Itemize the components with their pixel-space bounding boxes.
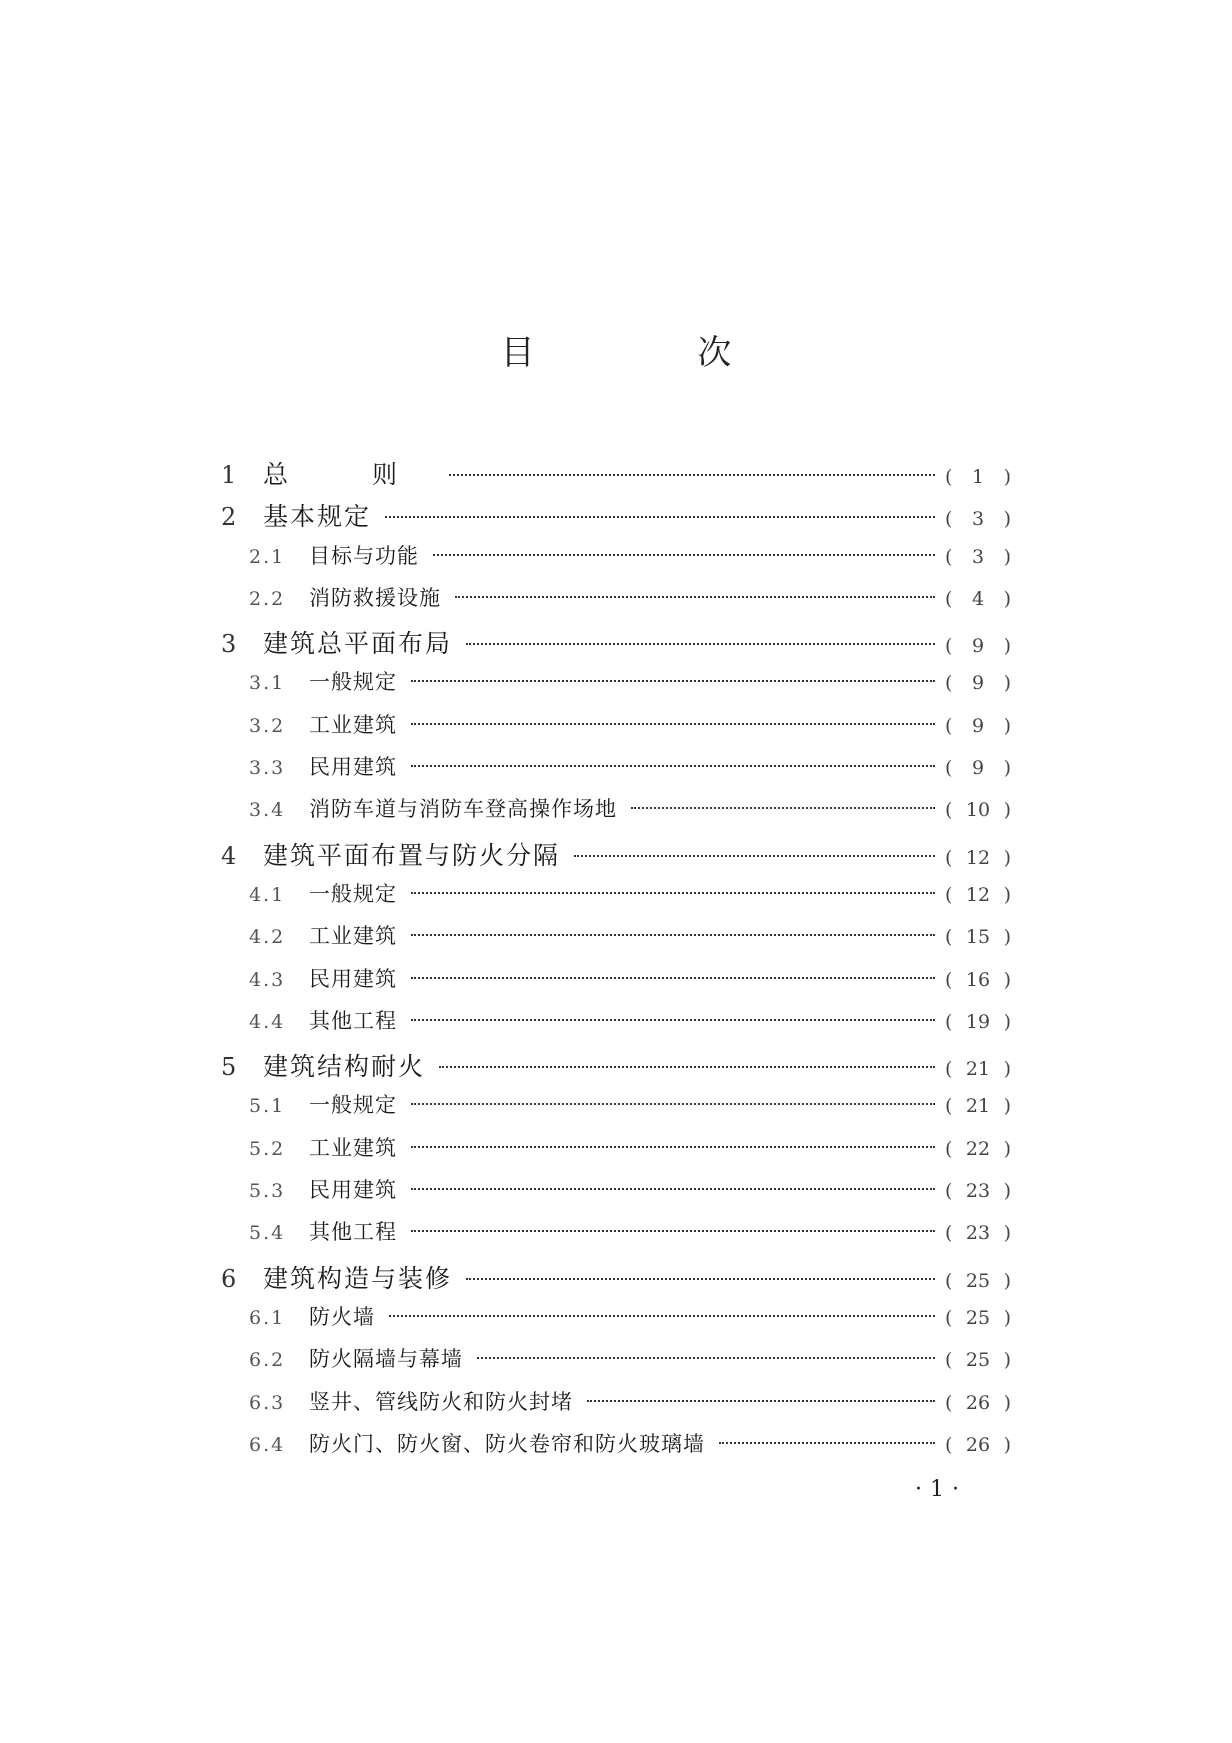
toc-list xyxy=(221,455,1011,1470)
paren-open: ( xyxy=(945,926,953,949)
toc-section-entry xyxy=(221,666,1011,708)
entry-number: 2.1 xyxy=(249,545,286,568)
entry-page-number: 19 xyxy=(965,1010,991,1033)
entry-title: 民用建筑 xyxy=(309,755,397,780)
paren-close: ) xyxy=(1003,799,1011,822)
dot-leader xyxy=(411,765,935,767)
entry-title: 基本规定 xyxy=(263,502,372,532)
paren-open: ( xyxy=(945,1222,953,1245)
paren-open: ( xyxy=(945,799,953,822)
dot-leader xyxy=(411,1146,935,1148)
entry-page-ref xyxy=(945,1058,1011,1080)
dot-leader xyxy=(719,1442,935,1444)
paren-close: ) xyxy=(1003,508,1011,531)
dot-leader xyxy=(389,1315,935,1317)
entry-title: 其他工程 xyxy=(309,1220,397,1245)
paren-close: ) xyxy=(1003,672,1011,695)
entry-page-number: 26 xyxy=(965,1391,991,1414)
paren-close: ) xyxy=(1003,846,1011,869)
paren-open: ( xyxy=(945,1306,953,1329)
dot-leader xyxy=(385,516,935,518)
toc-chapter-entry xyxy=(221,836,1011,878)
entry-page-number: 12 xyxy=(965,883,991,906)
entry-title: 建筑平面布置与防火分隔 xyxy=(263,840,561,870)
entry-page-ref xyxy=(945,1434,1011,1456)
entry-page-ref xyxy=(945,546,1011,568)
paren-close: ) xyxy=(1003,1058,1011,1081)
entry-page-ref xyxy=(945,1138,1011,1160)
dot-leader xyxy=(477,1357,935,1359)
toc-chapter-entry xyxy=(221,1259,1011,1301)
paren-open: ( xyxy=(945,545,953,568)
paren-open: ( xyxy=(945,1269,953,1292)
entry-title: 消防车道与消防车登高操作场地 xyxy=(309,797,617,822)
entry-page-ref xyxy=(945,588,1011,610)
paren-open: ( xyxy=(945,1095,953,1118)
dot-leader xyxy=(411,680,935,682)
toc-section-entry xyxy=(221,1089,1011,1131)
entry-page-number: 9 xyxy=(971,672,985,695)
dot-leader xyxy=(574,855,935,857)
entry-number: 6.4 xyxy=(249,1433,286,1456)
entry-number: 1 xyxy=(221,461,237,489)
toc-section-entry xyxy=(221,1174,1011,1216)
paren-close: ) xyxy=(1003,926,1011,949)
entry-title: 一般规定 xyxy=(309,670,397,695)
entry-number: 5 xyxy=(221,1053,237,1082)
entry-page-number: 22 xyxy=(965,1137,991,1160)
paren-open: ( xyxy=(945,672,953,695)
entry-number: 2.2 xyxy=(249,587,286,610)
entry-title: 建筑总平面布局 xyxy=(263,629,453,659)
entry-number: 4.2 xyxy=(249,926,286,949)
entry-page-ref xyxy=(945,508,1011,530)
paren-open: ( xyxy=(945,1137,953,1160)
entry-title: 一般规定 xyxy=(309,881,397,906)
entry-title: 建筑结构耐火 xyxy=(263,1052,426,1082)
paren-open: ( xyxy=(945,714,953,737)
entry-page-number: 10 xyxy=(965,799,991,822)
paren-open: ( xyxy=(945,968,953,991)
entry-number: 6.2 xyxy=(249,1349,286,1372)
entry-number: 4 xyxy=(221,841,237,870)
paren-open: ( xyxy=(945,1058,953,1081)
entry-page-ref xyxy=(945,635,1011,657)
entry-page-ref xyxy=(945,757,1011,779)
entry-page-ref xyxy=(945,1349,1011,1371)
dot-leader xyxy=(433,554,935,556)
entry-page-number: 16 xyxy=(965,968,991,991)
entry-page-ref xyxy=(945,926,1011,948)
dot-leader xyxy=(411,723,935,725)
entry-page-ref xyxy=(945,1095,1011,1117)
entry-page-number: 9 xyxy=(971,635,985,658)
entry-page-number: 21 xyxy=(965,1058,991,1081)
paren-open: ( xyxy=(945,757,953,780)
toc-section-entry xyxy=(221,920,1011,962)
entry-page-number: 1 xyxy=(971,466,985,488)
toc-chapter-entry xyxy=(221,1047,1011,1089)
dot-leader xyxy=(411,892,935,894)
toc-section-entry xyxy=(221,1005,1011,1047)
toc-section-entry xyxy=(221,1132,1011,1174)
entry-page-number: 4 xyxy=(971,587,985,610)
entry-number: 4.3 xyxy=(249,968,286,991)
entry-page-ref xyxy=(945,799,1011,821)
paren-close: ) xyxy=(1003,635,1011,658)
dot-leader xyxy=(411,1103,935,1105)
paren-open: ( xyxy=(945,508,953,531)
toc-section-entry xyxy=(221,878,1011,920)
toc-section-entry xyxy=(221,963,1011,1005)
entry-title: 民用建筑 xyxy=(309,966,397,991)
dot-leader xyxy=(411,1188,935,1190)
entry-title: 防火门、防火窗、防火卷帘和防火玻璃墙 xyxy=(309,1431,705,1456)
entry-page-number: 9 xyxy=(971,714,985,737)
paren-close: ) xyxy=(1003,1095,1011,1118)
paren-open: ( xyxy=(945,1433,953,1456)
paren-close: ) xyxy=(1003,968,1011,991)
paren-open: ( xyxy=(945,1180,953,1203)
entry-number: 2 xyxy=(221,503,237,532)
entry-page-number: 23 xyxy=(965,1222,991,1245)
entry-title: 消防救援设施 xyxy=(309,585,441,610)
dot-leader xyxy=(455,596,935,598)
entry-number: 6.1 xyxy=(249,1306,286,1329)
dot-leader xyxy=(411,934,935,936)
entry-number: 3 xyxy=(221,630,237,659)
entry-page-ref xyxy=(945,466,1011,488)
entry-title: 建筑构造与装修 xyxy=(263,1263,453,1293)
paren-close: ) xyxy=(1003,1391,1011,1414)
toc-chapter-entry xyxy=(221,624,1011,666)
dot-leader xyxy=(411,1230,935,1232)
paren-open: ( xyxy=(945,587,953,610)
paren-close: ) xyxy=(1003,1433,1011,1456)
entry-title: 竖井、管线防火和防火封堵 xyxy=(309,1389,573,1414)
paren-close: ) xyxy=(1003,1306,1011,1329)
entry-number: 5.3 xyxy=(249,1180,286,1203)
paren-close: ) xyxy=(1003,883,1011,906)
entry-page-number: 26 xyxy=(965,1433,991,1456)
entry-number: 3.1 xyxy=(249,672,286,695)
toc-section-entry xyxy=(221,751,1011,793)
entry-title: 防火墙 xyxy=(309,1304,375,1329)
paren-close: ) xyxy=(1003,1269,1011,1292)
paren-close: ) xyxy=(1003,1222,1011,1245)
paren-close: ) xyxy=(1003,757,1011,780)
dot-leader xyxy=(631,807,935,809)
entry-title: 工业建筑 xyxy=(309,712,397,737)
paren-close: ) xyxy=(1003,587,1011,610)
entry-page-ref xyxy=(945,672,1011,694)
dot-leader xyxy=(411,1019,935,1021)
paren-close: ) xyxy=(1003,714,1011,737)
toc-chapter-entry xyxy=(221,497,1011,539)
toc-section-entry xyxy=(221,1428,1011,1470)
entry-title: 总 则 xyxy=(263,460,435,489)
entry-page-ref xyxy=(945,1307,1011,1329)
paren-open: ( xyxy=(945,883,953,906)
paren-close: ) xyxy=(1003,1137,1011,1160)
paren-open: ( xyxy=(945,635,953,658)
paren-close: ) xyxy=(1003,1180,1011,1203)
paren-open: ( xyxy=(945,1010,953,1033)
entry-title: 民用建筑 xyxy=(309,1178,397,1203)
dot-leader xyxy=(587,1400,935,1402)
entry-page-number: 25 xyxy=(965,1269,991,1292)
entry-page-number: 15 xyxy=(965,926,991,949)
entry-number: 6.3 xyxy=(249,1391,286,1414)
entry-title: 防火隔墙与幕墙 xyxy=(309,1347,463,1372)
entry-number: 3.3 xyxy=(249,757,286,780)
entry-page-number: 23 xyxy=(965,1180,991,1203)
paren-close: ) xyxy=(1003,1349,1011,1372)
paren-open: ( xyxy=(945,846,953,869)
toc-section-entry xyxy=(221,540,1011,582)
entry-page-ref xyxy=(945,884,1011,906)
entry-number: 6 xyxy=(221,1264,237,1293)
entry-title: 目标与功能 xyxy=(309,543,419,568)
entry-page-number: 3 xyxy=(971,545,985,568)
entry-number: 3.2 xyxy=(249,714,286,737)
toc-section-entry xyxy=(221,1216,1011,1258)
dot-leader xyxy=(449,474,935,476)
entry-number: 3.4 xyxy=(249,799,286,822)
entry-page-number: 12 xyxy=(965,846,991,869)
entry-page-number: 9 xyxy=(971,757,985,780)
toc-section-entry xyxy=(221,793,1011,835)
entry-number: 4.4 xyxy=(249,1010,286,1033)
entry-number: 5.4 xyxy=(249,1222,286,1245)
toc-chapter-entry xyxy=(221,455,1011,497)
toc-section-entry xyxy=(221,582,1011,624)
page-title: 目 次 xyxy=(500,333,808,373)
dot-leader xyxy=(439,1066,935,1068)
entry-page-ref xyxy=(945,1180,1011,1202)
paren-open: ( xyxy=(945,1391,953,1414)
paren-close: ) xyxy=(1003,466,1011,488)
entry-number: 5.1 xyxy=(249,1095,286,1118)
toc-section-entry xyxy=(221,1301,1011,1343)
paren-close: ) xyxy=(1003,545,1011,568)
entry-page-number: 3 xyxy=(971,508,985,531)
entry-page-ref xyxy=(945,1222,1011,1244)
entry-title: 工业建筑 xyxy=(309,1135,397,1160)
entry-page-ref xyxy=(945,715,1011,737)
entry-number: 5.2 xyxy=(249,1137,286,1160)
paren-close: ) xyxy=(1003,1010,1011,1033)
paren-open: ( xyxy=(945,466,953,488)
page-number: ·1· xyxy=(915,1477,967,1502)
toc-section-entry xyxy=(221,1343,1011,1385)
entry-number: 4.1 xyxy=(249,883,286,906)
entry-title: 一般规定 xyxy=(309,1093,397,1118)
entry-page-ref xyxy=(945,847,1011,869)
entry-page-number: 21 xyxy=(965,1095,991,1118)
entry-page-ref xyxy=(945,1011,1011,1033)
dot-leader xyxy=(411,977,935,979)
toc-section-entry xyxy=(221,709,1011,751)
toc-section-entry xyxy=(221,1386,1011,1428)
dot-leader xyxy=(466,1278,935,1280)
entry-page-number: 25 xyxy=(965,1349,991,1372)
entry-title: 工业建筑 xyxy=(309,924,397,949)
entry-page-ref xyxy=(945,1270,1011,1292)
entry-page-ref xyxy=(945,1392,1011,1414)
dot-leader xyxy=(466,643,935,645)
entry-page-ref xyxy=(945,969,1011,991)
paren-open: ( xyxy=(945,1349,953,1372)
entry-title: 其他工程 xyxy=(309,1008,397,1033)
entry-page-number: 25 xyxy=(965,1306,991,1329)
